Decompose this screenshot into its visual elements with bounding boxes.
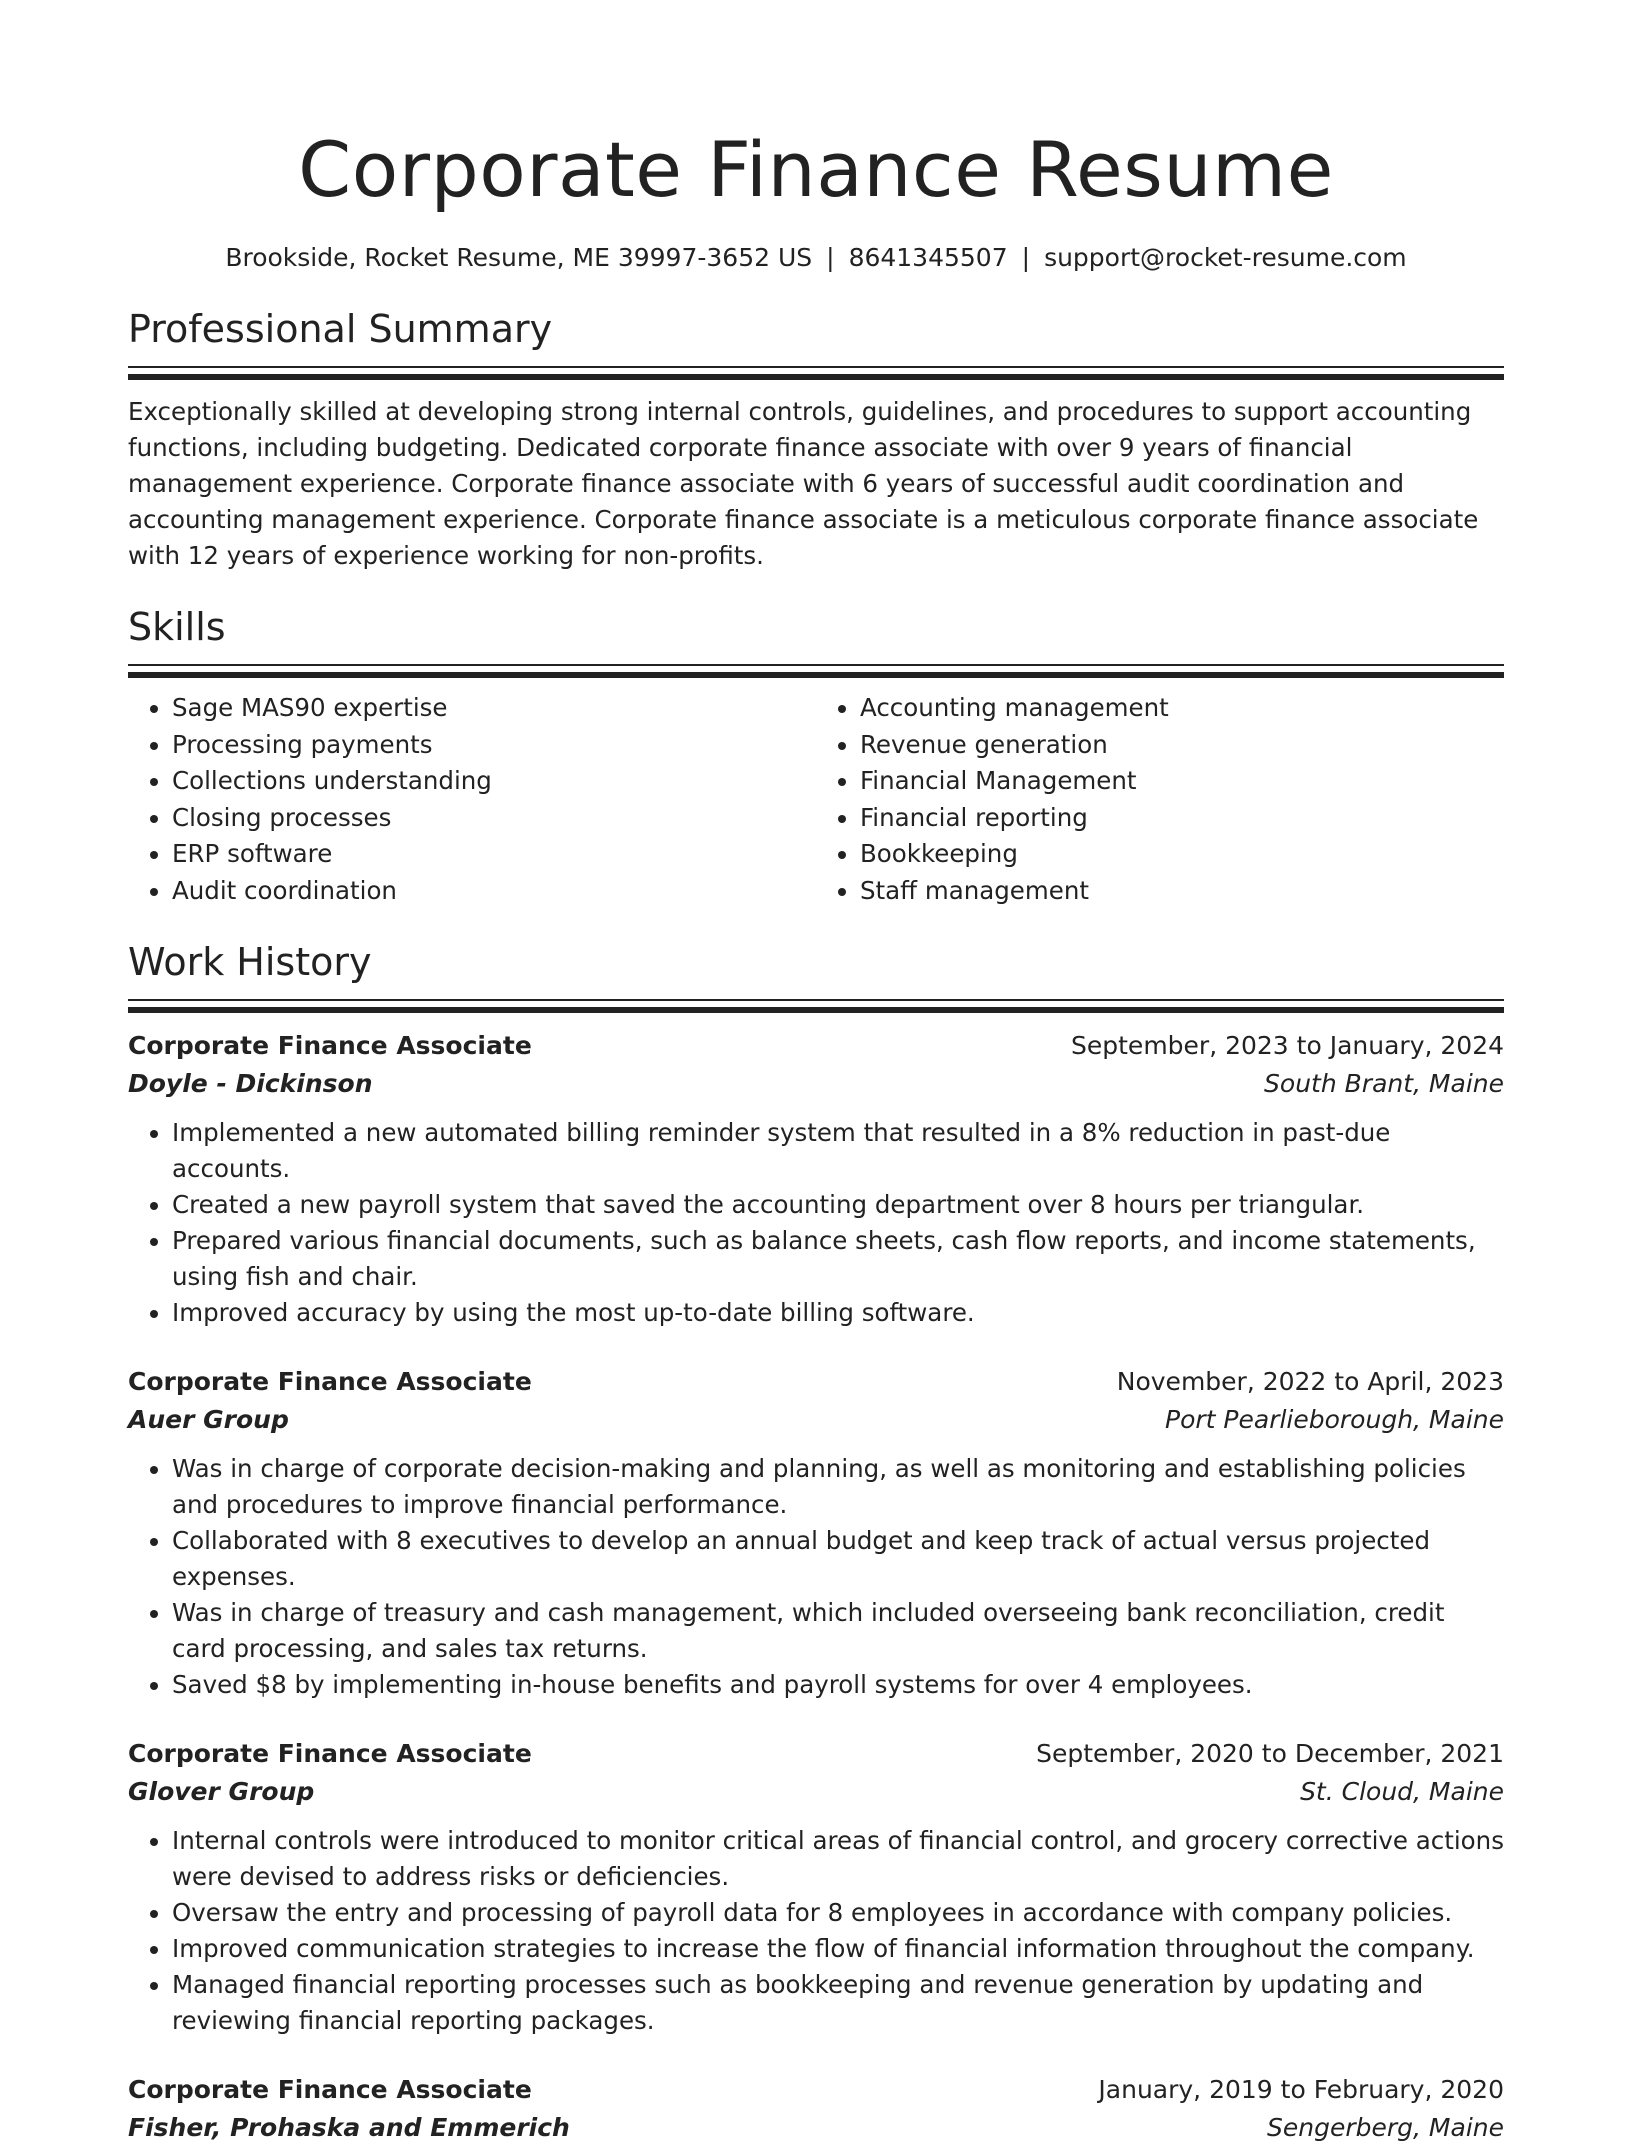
job-header-row [128,1735,1504,1773]
skill-item: • Financial Management [860,763,1504,800]
skill-item: • Closing processes [172,800,816,837]
job-bullet: • Created a new payroll system that saved the accounting department over 8 hours per triangular. [172,1187,1504,1223]
skill-item: • Bookkeeping [860,836,1504,873]
job-company-row [128,1401,1504,1439]
job-bullets [128,1823,1504,2039]
page-title: Corporate Finance Resume [298,125,1334,214]
job-bullet: • Oversaw the entry and processing of payroll data for 8 employees in accordance with company policies. [172,1895,1504,1931]
skills-list-left [128,690,816,909]
job-bullets [128,1115,1504,1331]
skill-item: • Staff management [860,873,1504,910]
job-bullet: • Improved communication strategies to increase the flow of financial information throughout the company. [172,1931,1504,1967]
skill-item: • ERP software [172,836,816,873]
job-bullet: • Saved $8 by implementing in-house benefits and payroll systems for over 4 employees. [172,1667,1504,1703]
skill-item: • Revenue generation [860,727,1504,764]
job-company: Auer Group [128,1405,289,1434]
job-title: Corporate Finance Associate [128,1031,532,1060]
job-bullet: • Was in charge of treasury and cash management, which included overseeing bank reconciliation, credit card processing, and sales tax returns. [172,1595,1504,1667]
job-entry [128,2071,1504,2147]
contact-address: Brookside, Rocket Resume, ME 39997-3652 US [225,243,813,272]
job-dates: November, 2022 to April, 2023 [1116,1367,1504,1396]
job-company-row [128,1773,1504,1811]
job-header-row [128,2071,1504,2109]
summary-text: Exceptionally skilled at developing strong internal controls, guidelines, and procedures to support accounting functions, including budgeting. Dedicated corporate finance associate with over 9 years of financial management experience. Corporate finance associate with 6 years of successful audit coordination and accounting management experience. Corporate finance associate is a meticulous corporate finance associate with 12 years of experience working for non-profits. [128,397,1479,570]
section-divider [128,999,1504,1013]
contact-phone: 8641345507 [848,243,1008,272]
job-company: Doyle - Dickinson [128,1069,373,1098]
contact-separator: | [1021,243,1031,272]
job-bullets [128,1451,1504,1703]
job-bullet: • Collaborated with 8 executives to develop an annual budget and keep track of actual versus projected expenses. [172,1523,1504,1595]
job-location: Port Pearlieborough, Maine [1165,1405,1504,1434]
summary-heading: Professional Summary [128,307,553,351]
job-entry [128,1363,1504,1703]
job-bullet: • Improved accuracy by using the most up-to-date billing software. [172,1295,1504,1331]
skill-item: • Financial reporting [860,800,1504,837]
job-header-row [128,1027,1504,1065]
job-bullet: • Prepared various financial documents, such as balance sheets, cash flow reports, and income statements, using fish and chair. [172,1223,1504,1295]
job-bullet: • Internal controls were introduced to monitor critical areas of financial control, and grocery corrective actions were devised to address risks or deficiencies. [172,1823,1504,1895]
work-heading: Work History [128,940,372,984]
job-dates: September, 2020 to December, 2021 [1036,1739,1504,1768]
skill-item: • Sage MAS90 expertise [172,690,816,727]
job-bullet: • Implemented a new automated billing reminder system that resulted in a 8% reduction in past-due accounts. [172,1115,1504,1187]
job-company: Glover Group [128,1777,315,1806]
job-company: Fisher, Prohaska and Emmerich [128,2113,570,2142]
job-bullet: • Managed financial reporting processes such as bookkeeping and revenue generation by updating and reviewing financial reporting packages. [172,1967,1504,2039]
skill-item: • Accounting management [860,690,1504,727]
section-divider [128,664,1504,678]
job-bullet: • Was in charge of corporate decision-making and planning, as well as monitoring and establishing policies and procedures to improve financial performance. [172,1451,1504,1523]
skills-heading: Skills [128,605,226,649]
job-entry [128,1027,1504,1331]
job-dates: January, 2019 to February, 2020 [1098,2075,1504,2104]
job-location: South Brant, Maine [1264,1069,1504,1098]
contact-email: support@rocket-resume.com [1044,243,1407,272]
job-header-row [128,1363,1504,1401]
summary-section [128,302,1504,574]
work-section [128,935,1504,2147]
skills-columns [128,690,1504,909]
skills-list-right [816,690,1504,909]
contact-line [128,240,1504,276]
section-divider [128,366,1504,380]
skill-item: • Audit coordination [172,873,816,910]
job-title: Corporate Finance Associate [128,1739,532,1768]
skills-section [128,600,1504,909]
job-title: Corporate Finance Associate [128,1367,532,1396]
job-title: Corporate Finance Associate [128,2075,532,2104]
job-company-row [128,1065,1504,1103]
job-location: St. Cloud, Maine [1300,1777,1504,1806]
skill-item: • Processing payments [172,727,816,764]
job-location: Sengerberg, Maine [1267,2113,1504,2142]
skill-item: • Collections understanding [172,763,816,800]
contact-separator: | [826,243,835,272]
job-dates: September, 2023 to January, 2024 [1071,1031,1504,1060]
job-company-row [128,2109,1504,2147]
job-entry [128,1735,1504,2039]
